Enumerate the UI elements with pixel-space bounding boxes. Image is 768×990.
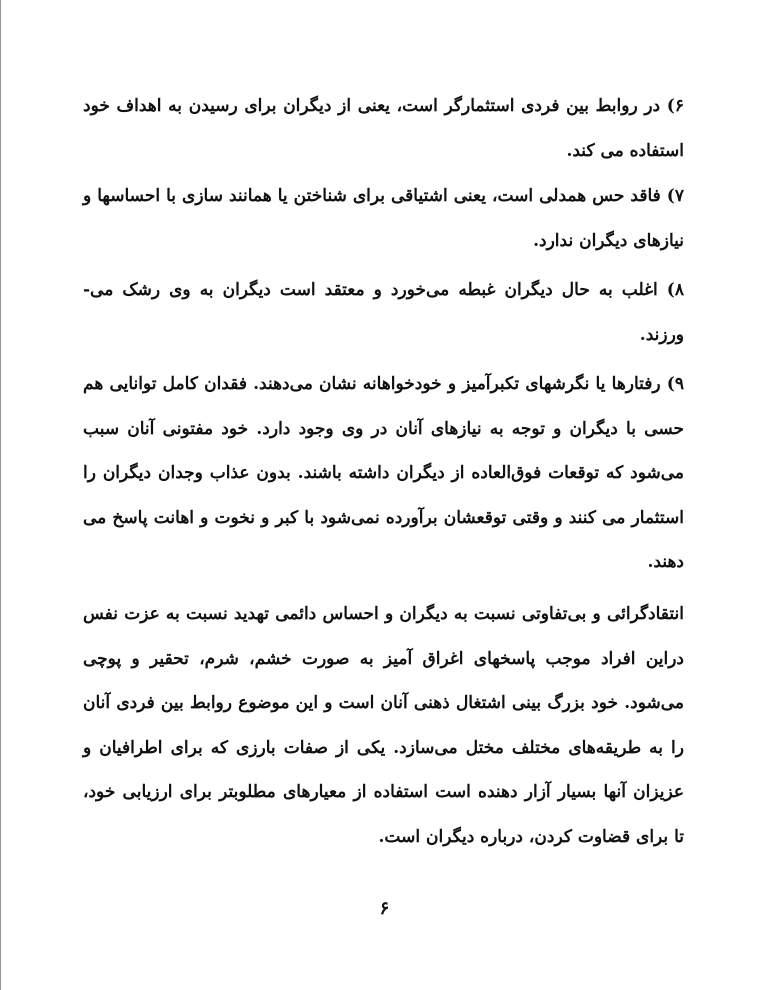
paragraph-item-9 <box>83 362 684 585</box>
paragraph-text: ۸) اغلب به حال دیگران غبطه می‌خورد و معتقد است دیگران به وی رشک می-ورزند. <box>83 280 684 345</box>
page-number: ۶ <box>379 898 390 919</box>
paragraph-item-6 <box>83 84 684 173</box>
paragraph-body <box>83 592 684 859</box>
paragraph-text: ۹) رفتارها یا نگرشهای تکبرآمیز و خودخواهانه نشان می‌دهند. فقدان کامل توانایی هم حسی با دیگران و توجه به نیازهای آنان در وی وجود دارد. خود مفتونی آنان سبب می‌شود که توقعات فوق‌العاده از دیگران داشته باشند. بدون عذاب وجدان دیگران را استثمار می کنند و وقتی توقعشان برآورده نمی‌شود با کبر و نخوت و اهانت پاسخ می دهند. <box>83 374 684 572</box>
paragraph-item-8 <box>83 268 684 357</box>
paragraph-text: ۷) فاقد حس همدلی است، یعنی اشتیاقی برای شناختن یا همانند سازی با احساسها و نیازهای دیگران ندارد. <box>83 186 684 251</box>
paragraph-text: انتقادگرائی و بی‌تفاوتی نسبت به دیگران و احساس دائمی تهدید نسبت به عزت نفس دراین افراد موجب پاسخهای اغراق آمیز به صورت خشم، شرم، تحقیر و پوچی می‌شود. خود بزرگ بینی اشتغال ذهنی آنان است و این موضوع روابط بین فردی آنان را به طریقه‌های مختلف مختل می‌سازد. یکی از صفات بارزی که برای اطرافیان و عزیزان آنها بسیار آزار دهنده است استفاده از معیارهای مطلوبتر برای ارزیابی خود، تا برای قضاوت کردن، درباره دیگران است. <box>83 604 684 847</box>
paragraph-text: ۶) در روابط بین فردی استثمارگر است، یعنی از دیگران برای رسیدن به اهداف خود استفاده می کند. <box>83 96 684 161</box>
paragraph-item-7 <box>83 174 684 263</box>
